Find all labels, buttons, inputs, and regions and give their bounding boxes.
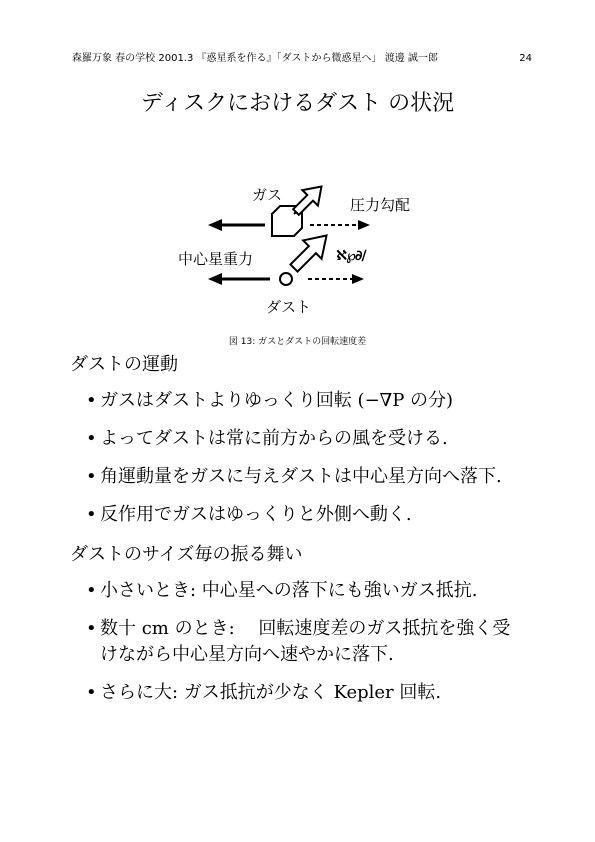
label-dust: ダスト: [266, 298, 312, 316]
list-item: • ガスはダストよりゆっくり回転 (−∇P の分): [86, 388, 546, 414]
bullet-icon: •: [86, 618, 97, 639]
pressure-arrow-gas: [310, 220, 370, 230]
page-number: 24: [519, 53, 532, 64]
bullet-icon: •: [86, 504, 97, 525]
figure-caption: 図 13: ガスとダストの回転速度差: [228, 337, 367, 347]
page-title: ディスクにおけるダスト の状況: [140, 91, 455, 116]
page-header: [72, 52, 532, 66]
label-pressure-gradient: 圧力勾配: [350, 196, 411, 214]
gravity-arrow-gas: [208, 219, 265, 231]
section-dust-motion-heading: ダストの運動: [70, 354, 178, 375]
bullet-icon: •: [86, 466, 97, 487]
list-item: • 反作用でガスはゆっくりと外側へ動く.: [86, 502, 546, 528]
list-item: • さらに大: ガス抵抗が少なく Kepler 回転.: [86, 680, 546, 706]
section-size-behavior-heading: ダストのサイズ毎の振る舞い: [70, 544, 303, 565]
bullet-icon: •: [86, 428, 97, 449]
list-item: • 小さいとき: 中心星への落下にも強いガス抵抗.: [86, 578, 546, 604]
gravity-arrow-dust: [208, 273, 270, 285]
label-gas: ガス: [252, 186, 283, 204]
list-item: • 数十 cm のとき: 回転速度差のガス抵抗を強く受 けながら中心星方向へ速やかに落下.: [86, 618, 511, 665]
bullet-icon: •: [86, 682, 97, 703]
label-central-gravity: 中心星重力: [178, 250, 254, 268]
label-garbled: ℵ℘∂∕: [336, 248, 366, 264]
bullet-icon: •: [86, 580, 97, 601]
dust-particle-icon: [280, 273, 292, 285]
header-text: 森羅万象 春の学校 2001.3 『惑星系を作る』「ダストから微惑星へ」 渡邊 誠一郎: [72, 53, 438, 64]
list-item: • 角運動量をガスに与えダストは中心星方向へ落下.: [86, 464, 546, 490]
velocity-diagram: [160, 168, 450, 328]
bullet-icon: •: [86, 390, 97, 411]
list-item: • よってダストは常に前方からの風を受ける.: [86, 426, 546, 452]
rotation-arrow-dust: [308, 274, 364, 284]
